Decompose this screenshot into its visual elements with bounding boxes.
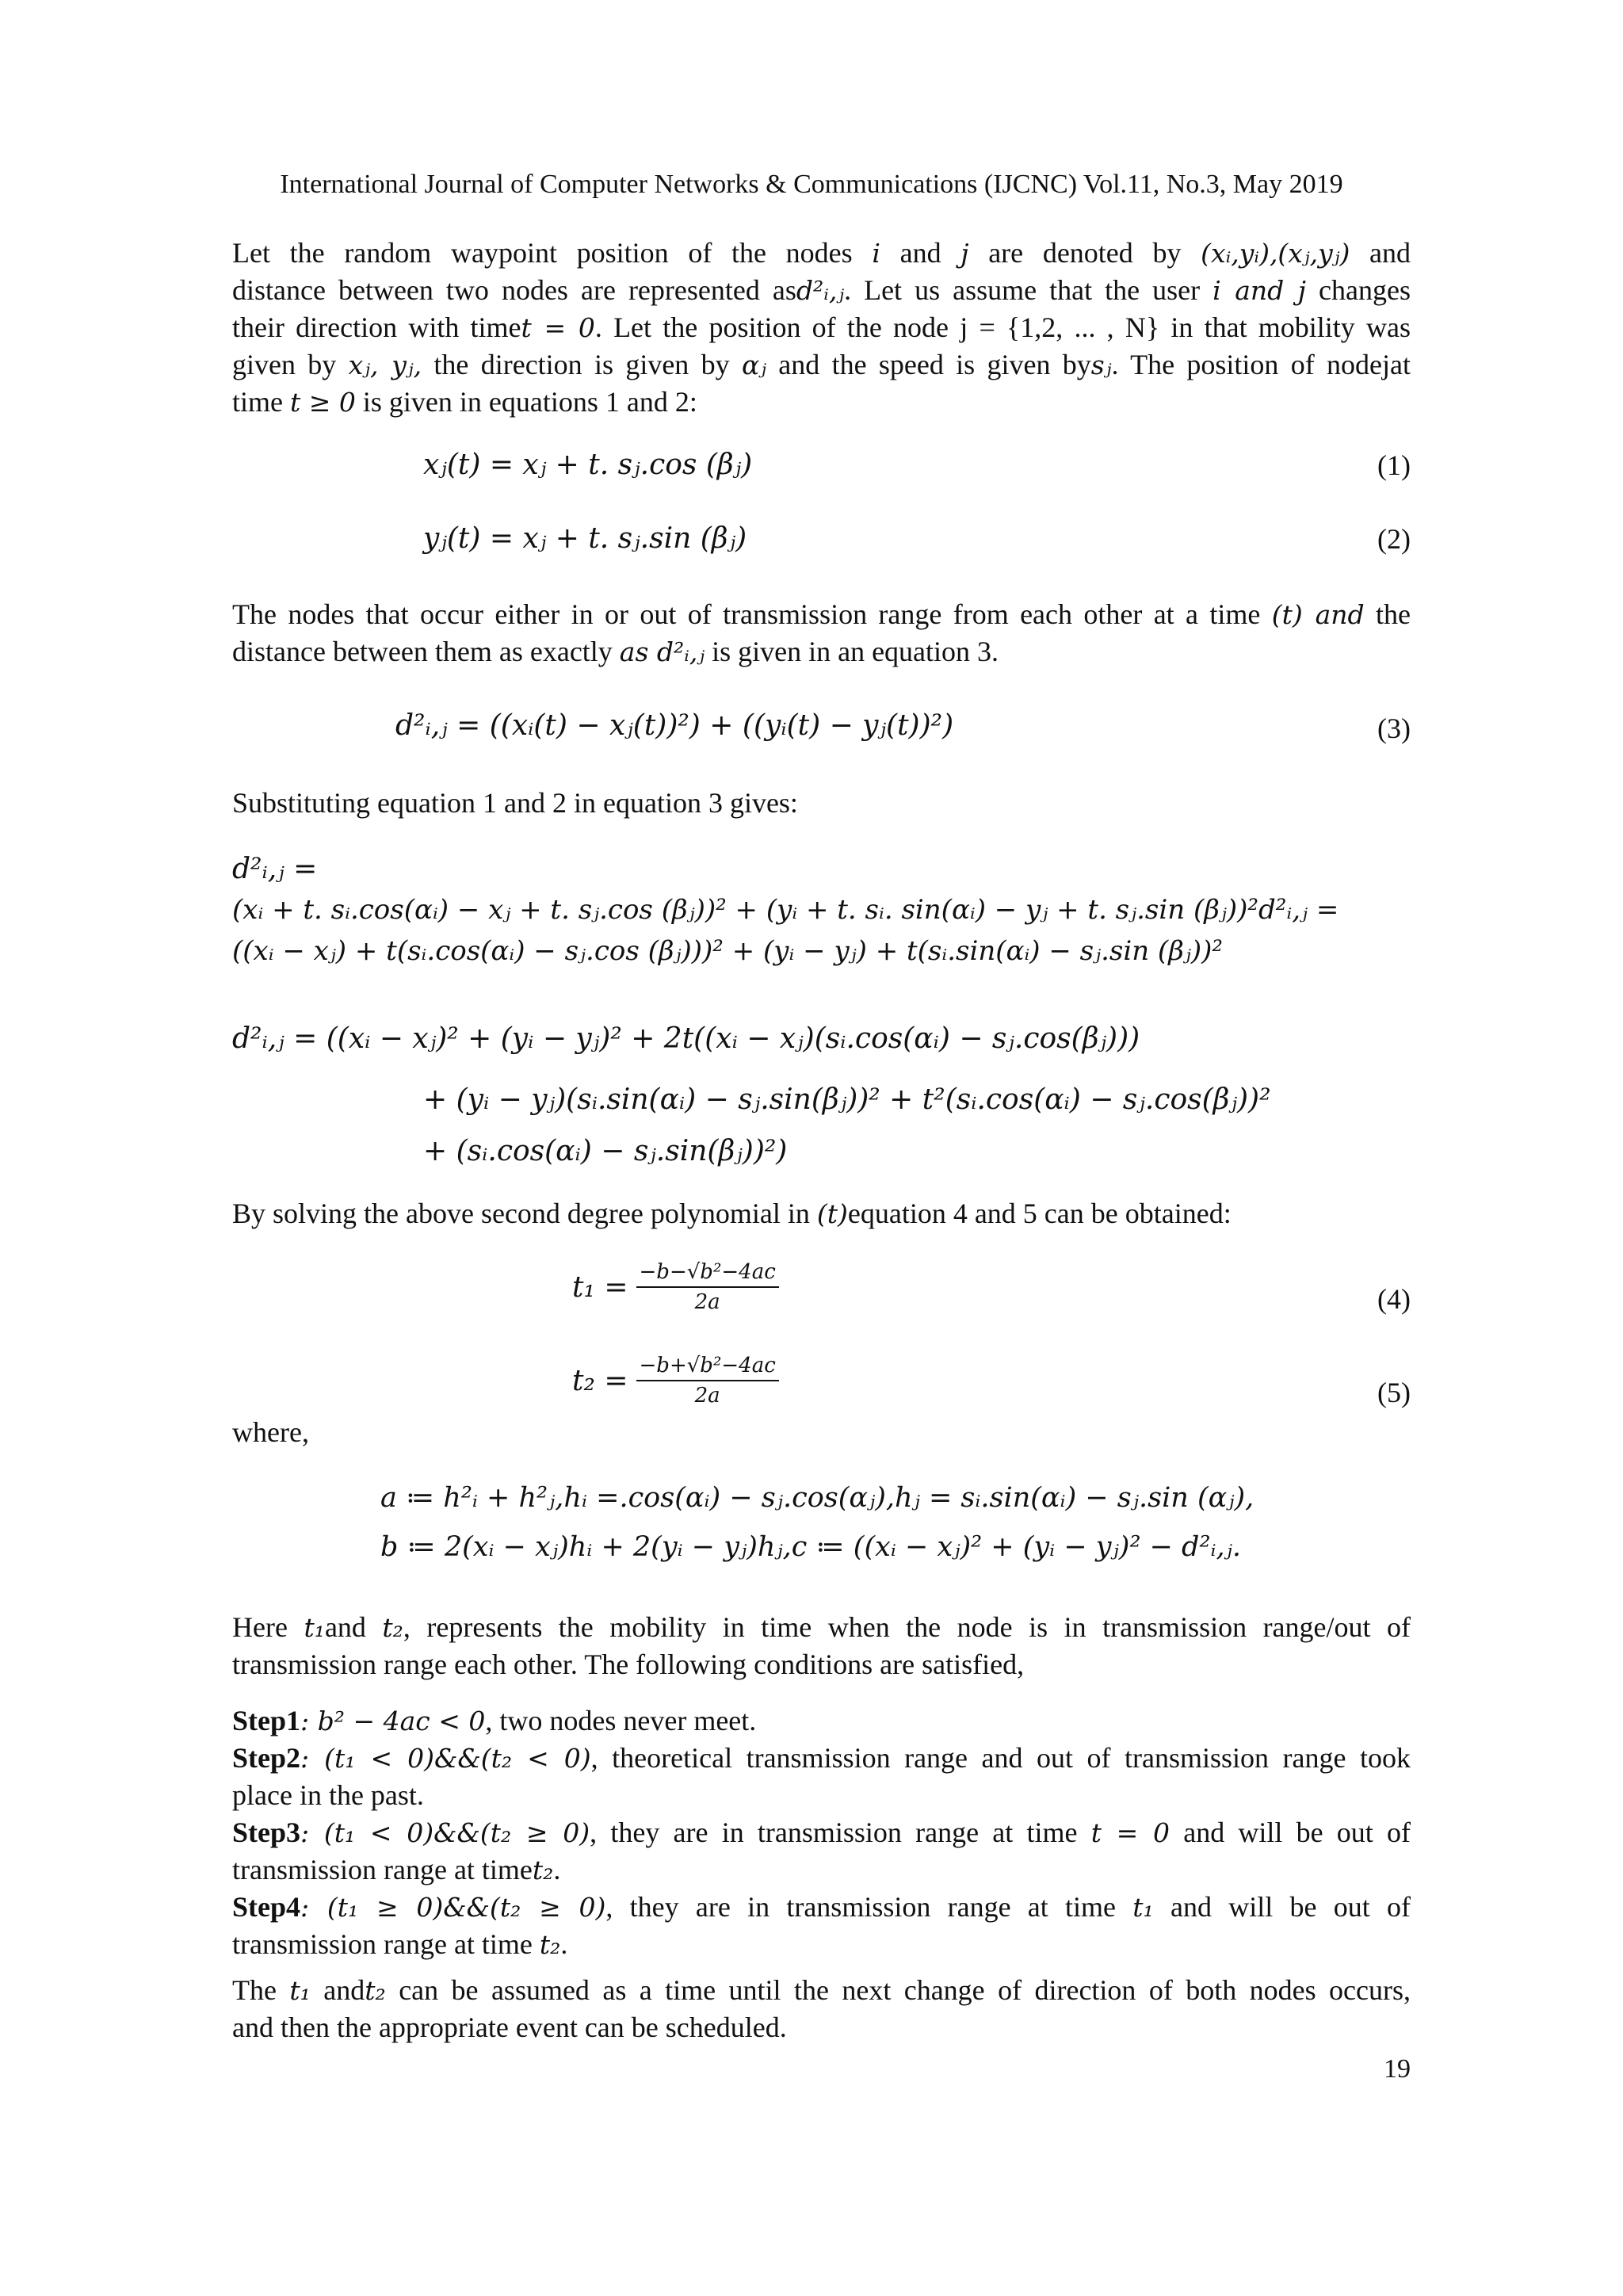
step-3: Step3: (t₁ < 0)&&(t₂ ≥ 0), they are in transmission range at time t = 0 and will be out of transmission range at timet₂. xyxy=(232,1817,1411,1885)
step-1: Step1: b² − 4ac < 0, two nodes never meet. xyxy=(232,1705,757,1736)
where-label: where, xyxy=(232,1416,309,1448)
paragraph-polynomial: By solving the above second degree polynomial in (t)equation 4 and 5 can be obtained: xyxy=(232,1198,1232,1229)
equation-expanded-line-2: + (yᵢ − yⱼ)(sᵢ.sin(αᵢ) − sⱼ.sin(βⱼ))² + t²(sᵢ.cos(αᵢ) − sⱼ.cos(βⱼ))² xyxy=(423,1083,1271,1116)
paragraph-here: Here t₁and t₂, represents the mobility in time when the node is in transmission range/out of transmission range each other. The following conditions are satisfied, xyxy=(232,1611,1411,1680)
step-2: Step2: (t₁ < 0)&&(t₂ < 0), theoretical transmission range and out of transmission range took place in the past. xyxy=(232,1742,1411,1811)
equation-1-number: (1) xyxy=(1377,449,1411,481)
equation-expanded-line-3: + (sᵢ.cos(αᵢ) − sⱼ.sin(βⱼ))²) xyxy=(423,1135,788,1167)
equation-definitions-line-2: b ≔ 2(xᵢ − xⱼ)hᵢ + 2(yᵢ − yⱼ)hⱼ,c ≔ ((xᵢ − xⱼ)² + (yᵢ − yⱼ)² − d²ᵢ,ⱼ. xyxy=(380,1531,1242,1563)
equation-3-number: (3) xyxy=(1377,712,1411,744)
paragraph-conclusion: The t₁ andt₂ can be assumed as a time until the next change of direction of both nodes occurs, and then the appropriate event can be scheduled. xyxy=(232,1974,1411,2043)
equation-1: xⱼ(t) = xⱼ + t. sⱼ.cos (βⱼ) xyxy=(423,449,753,481)
equation-substitution-line-1: d²ᵢ,ⱼ = xyxy=(232,853,318,885)
step-4: Step4: (t₁ ≥ 0)&&(t₂ ≥ 0), they are in transmission range at time t₁ and will be out of transmission range at time t₂. xyxy=(232,1891,1411,1960)
journal-header: International Journal of Computer Networks & Communications (IJCNC) Vol.11, No.3, May 2019 xyxy=(280,170,1343,199)
equation-expanded-line-1: d²ᵢ,ⱼ = ((xᵢ − xⱼ)² + (yᵢ − yⱼ)² + 2t((xᵢ − xⱼ)(sᵢ.cos(αᵢ) − sⱼ.cos(βⱼ))) xyxy=(232,1022,1140,1055)
paragraph-substituting: Substituting equation 1 and 2 in equation 3 gives: xyxy=(232,787,798,819)
paragraph-range: The nodes that occur either in or out of transmission range from each other at a time (t) and the distance between them as exactly as d²ᵢ,ⱼ is given in an equation 3. xyxy=(232,598,1411,667)
equation-3: d²ᵢ,ⱼ = ((xᵢ(t) − xⱼ(t))²) + ((yᵢ(t) − yⱼ(t))²) xyxy=(395,709,954,742)
equation-5-number: (5) xyxy=(1377,1377,1411,1408)
equation-2: yⱼ(t) = xⱼ + t. sⱼ.sin (βⱼ) xyxy=(423,522,747,555)
equation-2-number: (2) xyxy=(1377,523,1411,555)
equation-substitution-line-2: (xᵢ + t. sᵢ.cos(αᵢ) − xⱼ + t. sⱼ.cos (βⱼ))² + (yᵢ + t. sᵢ. sin(αᵢ) − yⱼ + t. sⱼ.sin (βⱼ))²d²ᵢ,ⱼ = xyxy=(232,894,1339,926)
equation-4-number: (4) xyxy=(1377,1283,1411,1315)
equation-5: t₂ = $\frac{\text{−b+√b²−4ac}}{2a}$ xyxy=(572,1354,779,1408)
equation-substitution-line-3: ((xᵢ − xⱼ) + t(sᵢ.cos(αᵢ) − sⱼ.cos (βⱼ)))² + (yᵢ − yⱼ) + t(sᵢ.sin(αᵢ) − sⱼ.sin (βⱼ))² xyxy=(232,935,1223,967)
page-number: 19 xyxy=(1384,2054,1411,2084)
equation-4: t₁ = $\frac{\text{−b−√b²−4ac}}{2a}$ xyxy=(572,1260,779,1314)
equation-definitions-line-1: a ≔ h²ᵢ + h²ⱼ,hᵢ =.cos(αᵢ) − sⱼ.cos(αⱼ),hⱼ = sᵢ.sin(αᵢ) − sⱼ.sin (αⱼ), xyxy=(380,1482,1254,1514)
paragraph-intro: Let the random waypoint position of the nodes i and j are denoted by (xᵢ,yᵢ),(xⱼ,yⱼ) and distance between two nodes are represented asd²ᵢ,ⱼ. Let us assume that the user i and j changes their direction with timet = 0. Let the position of the node j = {1,2, ... , N} in that mobility was given by xⱼ, yⱼ, the direction is given by αⱼ and the speed is given bysⱼ. The position of nodejat time t ≥ 0 is given in equations 1 and 2: xyxy=(232,237,1411,418)
condition-steps xyxy=(232,1702,1411,1963)
